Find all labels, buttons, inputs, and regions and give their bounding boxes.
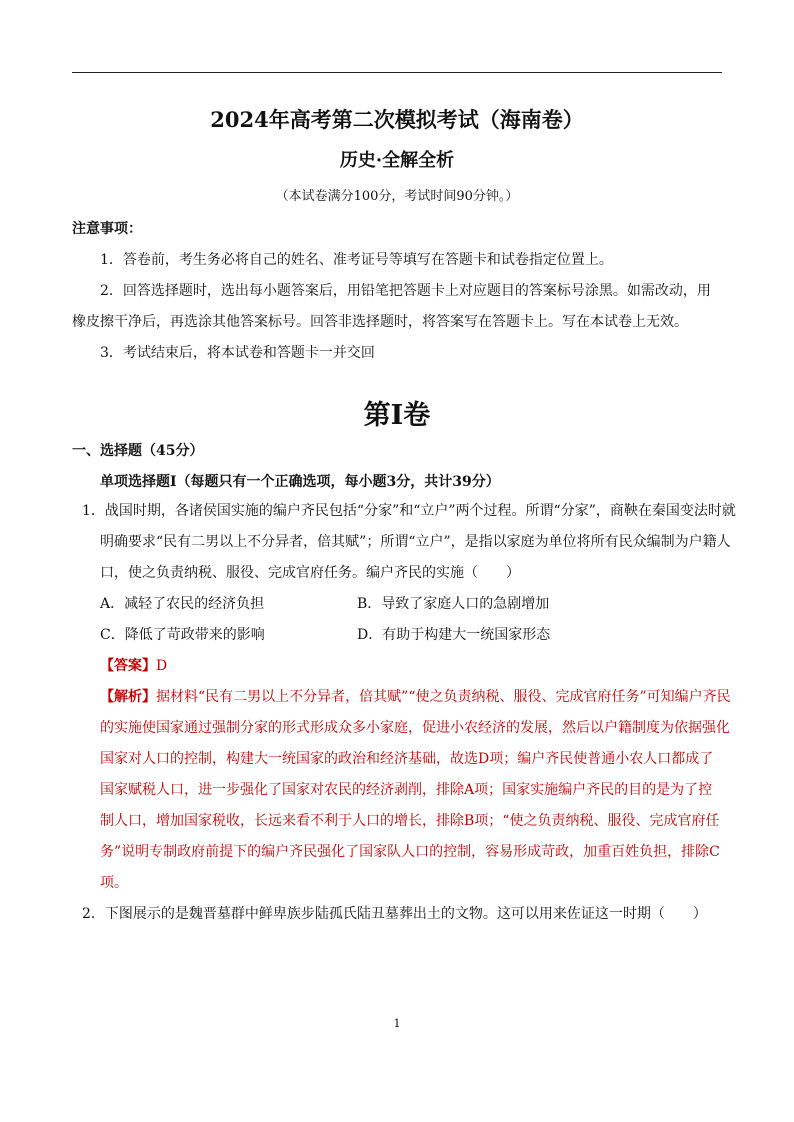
answer-value: D — [156, 658, 168, 674]
question-1-answer — [100, 655, 167, 675]
analysis-text-1: 据材料“民有二男以上不分异者，倍其赋”“使之负责纳税、服役、完成官府任务”可知编户齐民 — [156, 689, 731, 705]
question-1-line-3: 口，使之负责纳税、服役、完成官府任务。编户齐民的实施（ ） — [100, 565, 520, 581]
question-1-line-2: 明确要求“民有二男以上不分异者，倍其赋”；所谓“立户”，是指以家庭为单位将所有民众编制为户籍人 — [100, 534, 731, 550]
page-number: 1 — [393, 1017, 401, 1030]
question-1-option-d: D．有助于构建大一统国家形态 — [357, 627, 551, 643]
section-heading: 一、选择题（45分） — [72, 443, 204, 459]
header-rule — [72, 72, 722, 73]
notice-item-3: 3．考试结束后，将本试卷和答题卡一并交回 — [100, 345, 375, 361]
question-1-option-b: B．导致了家庭人口的急剧增加 — [357, 596, 550, 612]
volume-title: 第Ⅰ卷 — [363, 400, 431, 431]
question-1-analysis-line-2: 的实施使国家通过强制分家的形式形成众多小家庭，促进小农经济的发展，然后以户籍制度为依据强化 — [100, 720, 730, 736]
question-1-line-1: 1．战国时期，各诸侯国实施的编户齐民包括“分家”和“立户”两个过程。所谓“分家”，商鞅在秦国变法时就 — [82, 503, 736, 519]
answer-label: 【答案】 — [100, 658, 156, 674]
question-1-option-a: A．减轻了农民的经济负担 — [100, 596, 265, 612]
question-1-analysis-line-5: 制人口，增加国家税收，长远来看不利于人口的增长，排除B项；“使之负责纳税、服役、完成官府任 — [100, 813, 720, 829]
question-1-analysis-line-6: 务”说明专制政府前提下的编户齐民强化了国家队人口的控制，容易形成苛政，加重百姓负担，排除C — [100, 844, 720, 860]
question-1-option-c: C．降低了苛政带来的影响 — [100, 627, 265, 643]
notice-heading: 注意事项： — [72, 221, 142, 237]
notice-item-1: 1．答卷前，考生务必将自己的姓名、准考证号等填写在答题卡和试卷指定位置上。 — [100, 252, 613, 268]
exam-subtitle: 历史·全解全析 — [339, 150, 455, 171]
notice-item-2-line-2: 橡皮擦干净后，再选涂其他答案标号。回答非选择题时，将答案写在答题卡上。写在本试卷上无效。 — [72, 314, 688, 330]
exam-note: （本试卷满分100分，考试时间90分钟。） — [275, 189, 519, 204]
exam-title: 2024年高考第二次模拟考试（海南卷） — [210, 107, 584, 132]
question-1-analysis-line-3: 国家对人口的控制，构建大一统国家的政治和经济基础，故选D项；编户齐民使普通小农人口都成了 — [100, 751, 714, 767]
question-1-analysis-line-1 — [100, 686, 731, 706]
question-2-line-1: 2．下图展示的是魏晋墓群中鲜卑族步陆孤氏陆丑墓葬出土的文物。这可以用来佐证这一时期（ ） — [82, 906, 707, 922]
question-1-analysis-line-4: 国家赋税人口，进一步强化了国家对农民的经济剥削，排除A项；国家实施编户齐民的目的是为了控 — [100, 782, 713, 798]
section-subheading: 单项选择题Ⅰ（每题只有一个正确选项，每小题3分，共计39分） — [100, 474, 500, 490]
question-1-analysis-line-7: 项。 — [100, 875, 128, 891]
analysis-label: 【解析】 — [100, 689, 156, 705]
notice-item-2-line-1: 2．回答选择题时，选出每小题答案后，用铅笔把答题卡上对应题目的答案标号涂黑。如需改动，用 — [100, 283, 711, 299]
